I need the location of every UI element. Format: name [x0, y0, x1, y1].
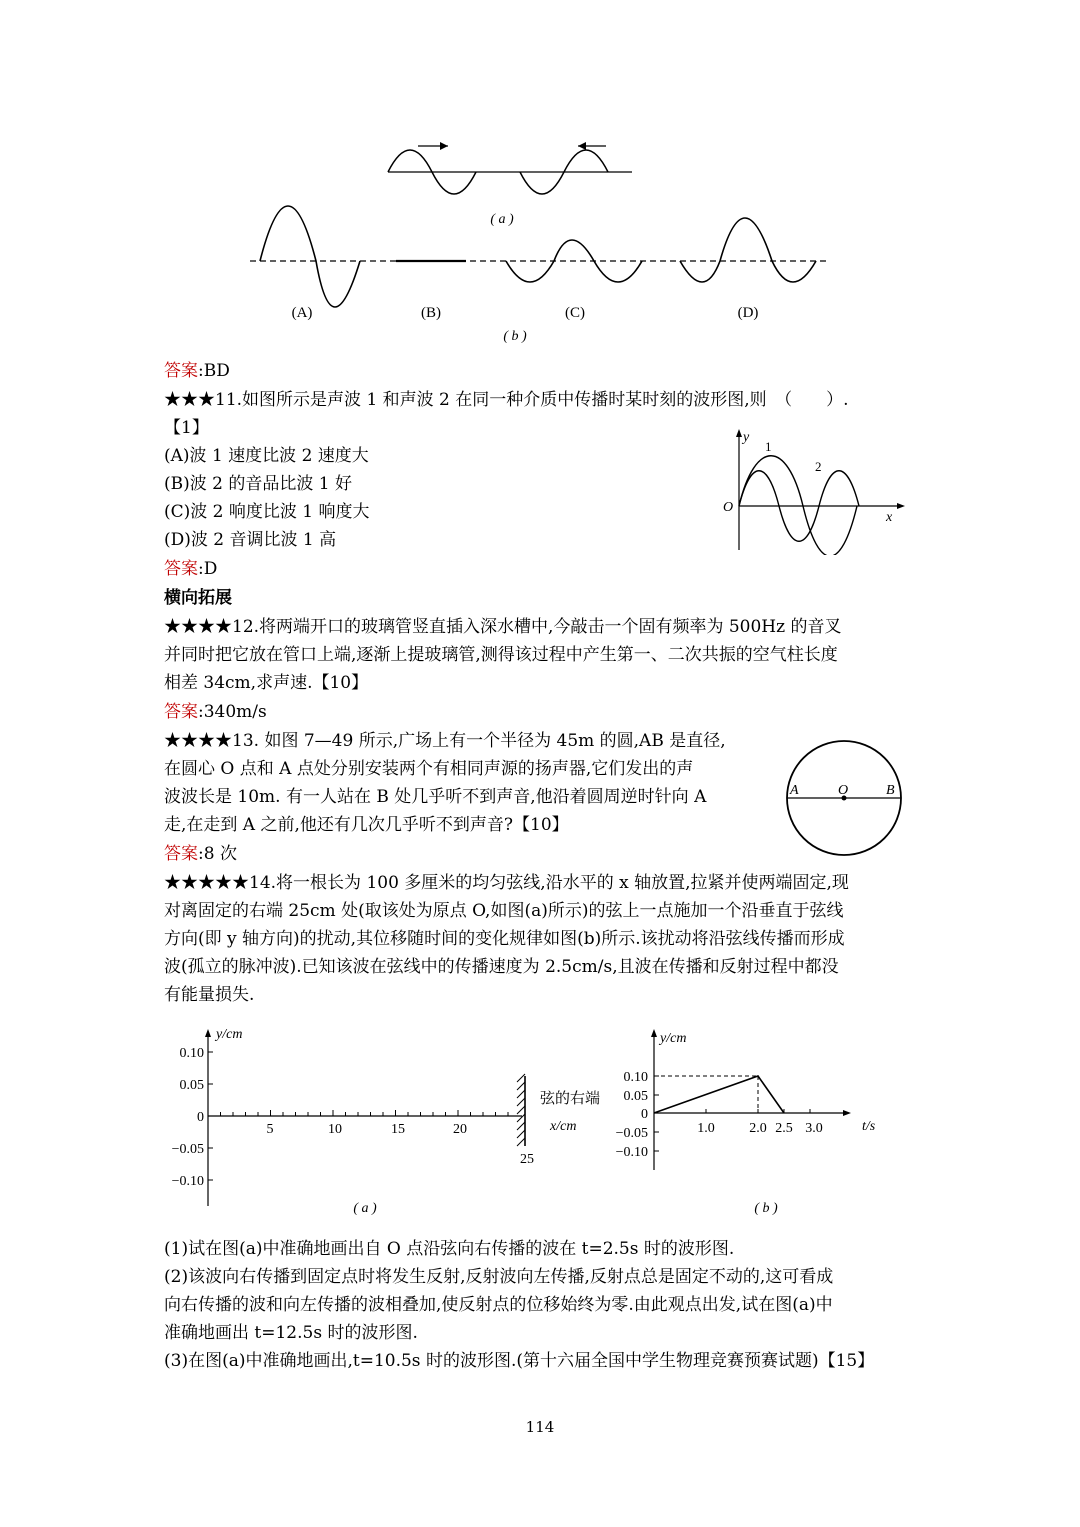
x-tick: 10 [328, 1122, 342, 1137]
wave-1-label: 1 [765, 439, 772, 454]
answer-q13 [164, 842, 237, 866]
answer-q12 [164, 700, 267, 724]
circle-figure [780, 738, 910, 858]
q13-line-2: 在圆心 O 点和 A 点处分别安装两个有相同声源的扬声器,它们发出的声 [164, 759, 694, 779]
q12-line-1: ★★★★12.将两端开口的玻璃管竖直插入深水槽中,今敲击一个固有频率为 500Hz 的音叉 [164, 617, 842, 637]
x-tick: 25 [520, 1152, 534, 1167]
answer-value: :8 次 [198, 844, 237, 864]
y-tick: 0.05 [623, 1089, 648, 1104]
y-tick: 0 [641, 1107, 648, 1122]
caption-b: ( b ) [503, 329, 527, 344]
caption-a: ( a ) [490, 212, 514, 227]
q11-score: 【1】 [164, 418, 209, 438]
answer-value: :BD [198, 361, 230, 381]
answer-label: 答案 [164, 361, 198, 381]
y-tick: −0.10 [615, 1145, 648, 1160]
q14-part-1: (1)试在图(a)中准确地画出自 O 点沿弦向右传播的波在 t=2.5s 时的波形图. [164, 1239, 735, 1259]
q14-part-2b: 向右传播的波和向左传播的波相叠加,使反射点的位移始终为零.由此观点出发,试在图(a)中 [164, 1295, 833, 1315]
section-title: 横向拓展 [164, 588, 232, 608]
answer-value: :D [198, 559, 218, 579]
point-a-label: A [790, 783, 799, 798]
caption-a: ( a ) [353, 1201, 377, 1216]
label-A: (A) [291, 305, 313, 321]
caption-b: ( b ) [754, 1201, 778, 1216]
answer-label: 答案 [164, 844, 198, 864]
q14-line-1: ★★★★★14.将一根长为 100 多厘米的均匀弦线,沿水平的 x 轴放置,拉紧并使两端固定,现 [164, 873, 849, 893]
q13-line-4: 走,在走到 A 之前,他还有几次几乎听不到声音?【10】 [164, 815, 569, 835]
q12-line-3: 相差 34cm,求声速.【10】 [164, 673, 369, 693]
q14-part-2a: (2)该波向右传播到固定点时将发生反射,反射波向左传播,反射点总是固定不动的,这可看成 [164, 1267, 834, 1287]
y-tick: 0.10 [179, 1046, 204, 1061]
q13-line-3: 波波长是 10m. 有一人站在 B 处几乎听不到声音,他沿着圆周逆时针向 A [164, 787, 707, 807]
q14-line-3: 方向(即 y 轴方向)的扰动,其位移随时间的变化规律如图(b)所示.该扰动将沿弦线传播而形成 [164, 929, 845, 949]
y-axis-label: y/cm [660, 1031, 687, 1046]
x-axis-label: x/cm [550, 1119, 577, 1134]
y-tick: 0.10 [623, 1070, 648, 1085]
y-tick: −0.05 [171, 1142, 204, 1157]
x-tick: 20 [453, 1122, 467, 1137]
answer-label: 答案 [164, 559, 198, 579]
x-tick: 1.0 [697, 1121, 715, 1136]
q14-part-3: (3)在图(a)中准确地画出,t=10.5s 时的波形图.(第十六届全国中学生物理竞赛预赛试题)【15】 [164, 1351, 875, 1371]
wave-2-label: 2 [815, 459, 822, 474]
axis-x-label: x [886, 510, 893, 525]
answer-q11 [164, 557, 217, 581]
origin-label: O [723, 500, 734, 515]
wave-figure-q10 [240, 130, 840, 350]
axis-y-label: y [743, 430, 750, 445]
q12-line-2: 并同时把它放在管口上端,逐渐上提玻璃管,测得该过程中产生第一、二次共振的空气柱长度 [164, 645, 838, 665]
string-end-label: 弦的右端 [540, 1091, 601, 1107]
x-tick: 2.0 [749, 1121, 767, 1136]
x-axis-label: t/s [862, 1119, 876, 1134]
q14-part-2c: 准确地画出 t=12.5s 时的波形图. [164, 1323, 418, 1343]
page-number: 114 [525, 1418, 555, 1436]
y-axis-label: y/cm [216, 1027, 243, 1042]
x-tick: 15 [391, 1122, 405, 1137]
q11-option-d: (D)波 2 音调比波 1 高 [164, 530, 337, 550]
answer-label: 答案 [164, 702, 198, 722]
q11-stem: ★★★11.如图所示是声波 1 和声波 2 在同一种介质中传播时某时刻的波形图,则 （ ）. [164, 390, 849, 410]
label-D: (D) [737, 305, 759, 321]
x-tick: 3.0 [805, 1121, 823, 1136]
label-B: (B) [421, 305, 441, 321]
q11-option-b: (B)波 2 的音品比波 1 好 [164, 474, 353, 494]
x-tick: 5 [266, 1122, 274, 1137]
x-tick: 2.5 [775, 1121, 793, 1136]
y-tick: −0.05 [615, 1126, 648, 1141]
string-figure-a [160, 1020, 620, 1220]
answer-value: :340m/s [198, 702, 267, 722]
label-C: (C) [565, 305, 585, 321]
answer-q10 [164, 359, 230, 383]
y-tick: 0 [197, 1110, 204, 1125]
q11-option-a: (A)波 1 速度比波 2 速度大 [164, 446, 369, 466]
q11-option-c: (C)波 2 响度比波 1 响度大 [164, 502, 370, 522]
q14-line-2: 对离固定的右端 25cm 处(取该处为原点 O,如图(a)所示)的弦上一点施加一个沿垂直于弦线 [164, 901, 844, 921]
q13-line-1: ★★★★13. 如图 7—49 所示,广场上有一个半径为 45m 的圆,AB 是直径, [164, 731, 726, 751]
y-tick: 0.05 [179, 1078, 204, 1093]
q14-line-4: 波(孤立的脉冲波).已知该波在弦线中的传播速度为 2.5cm/s,且波在传播和反射过程中都没 [164, 957, 839, 977]
point-o-label: O [838, 783, 849, 798]
sound-wave-figure [715, 425, 910, 555]
y-tick: −0.10 [171, 1174, 204, 1189]
point-b-label: B [886, 783, 895, 798]
displacement-time-figure-b [600, 1020, 900, 1220]
q14-line-5: 有能量损失. [164, 985, 255, 1005]
